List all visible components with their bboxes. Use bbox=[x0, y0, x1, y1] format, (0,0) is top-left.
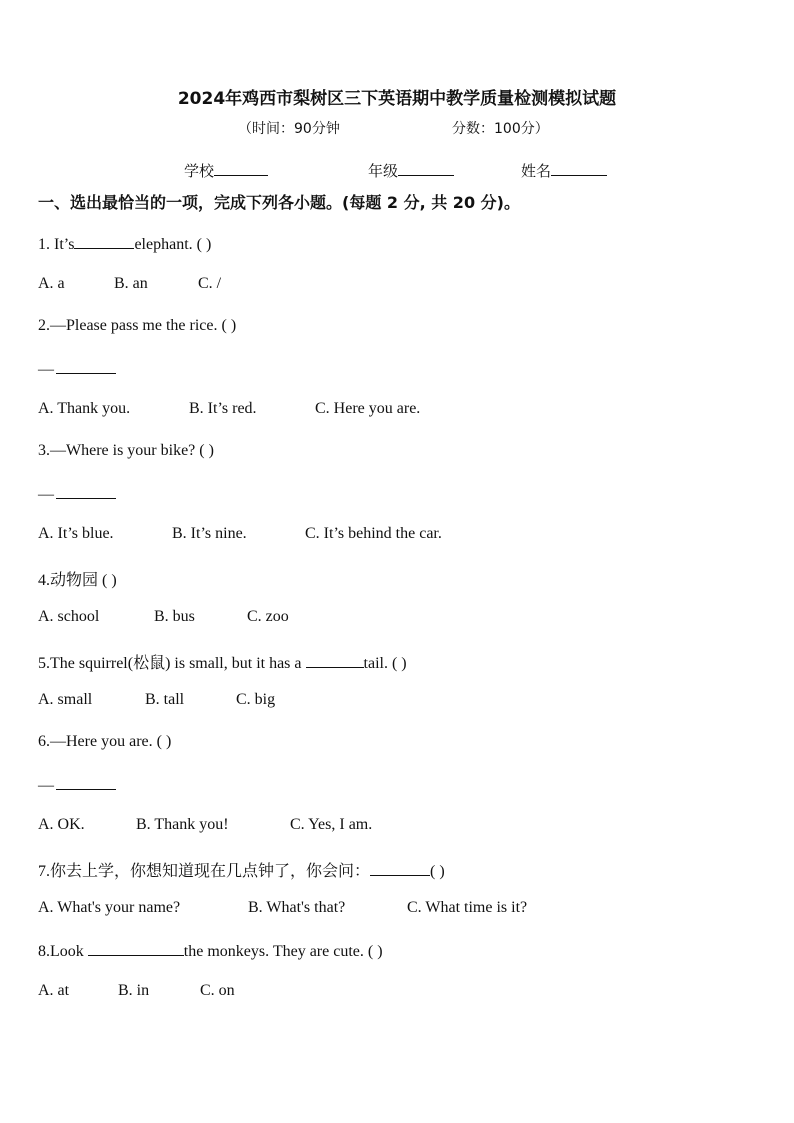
reply-dash: — bbox=[38, 361, 54, 378]
option-b[interactable]: B. bus bbox=[154, 608, 195, 625]
option-b[interactable]: B. It’s nine. bbox=[172, 525, 247, 542]
option-a[interactable]: A. school bbox=[38, 608, 100, 625]
option-a[interactable]: A. a bbox=[38, 275, 65, 292]
answer-blank[interactable] bbox=[56, 775, 116, 790]
option-b[interactable]: B. an bbox=[114, 275, 148, 292]
grade-blank[interactable] bbox=[398, 161, 454, 176]
question-7-options bbox=[38, 899, 527, 917]
question-stem: 1. It’s bbox=[38, 236, 75, 253]
question-3: 3.—Where is your bike? ( ) bbox=[38, 442, 214, 459]
question-5-options bbox=[38, 691, 275, 709]
option-c[interactable]: C. It’s behind the car. bbox=[305, 525, 442, 542]
question-3-reply bbox=[38, 484, 116, 504]
answer-blank[interactable] bbox=[370, 861, 430, 876]
answer-blank[interactable] bbox=[306, 653, 364, 668]
school-field bbox=[184, 160, 268, 181]
question-7 bbox=[38, 858, 445, 881]
question-stem-tail: tail. ( ) bbox=[363, 655, 407, 672]
option-a[interactable]: A. It’s blue. bbox=[38, 525, 114, 542]
school-label: 学校 bbox=[184, 162, 215, 180]
question-1 bbox=[38, 234, 211, 254]
question-6-options bbox=[38, 816, 372, 834]
option-a[interactable]: A. What's your name? bbox=[38, 899, 181, 916]
option-a[interactable]: A. Thank you. bbox=[38, 400, 131, 417]
answer-blank[interactable] bbox=[74, 234, 134, 249]
question-stem-tail: the monkeys. They are cute. ( ) bbox=[183, 943, 383, 960]
name-label: 姓名 bbox=[521, 162, 552, 180]
answer-blank[interactable] bbox=[88, 941, 184, 956]
option-b[interactable]: B. in bbox=[118, 982, 150, 999]
school-blank[interactable] bbox=[214, 161, 268, 176]
option-c[interactable]: C. / bbox=[198, 275, 222, 292]
question-4-options bbox=[38, 608, 289, 626]
question-6: 6.—Here you are. ( ) bbox=[38, 733, 172, 750]
question-2-options bbox=[38, 400, 420, 418]
question-stem: 5.The squirrel(松鼠) is small, but it has a bbox=[38, 655, 302, 672]
exam-time: （时间：90分钟 bbox=[238, 121, 340, 137]
question-stem: 7.你去上学，你想知道现在几点钟了，你会问： bbox=[38, 863, 371, 880]
option-c[interactable]: C. Here you are. bbox=[315, 400, 421, 417]
option-c[interactable]: C. What time is it? bbox=[407, 899, 528, 916]
question-stem-tail: elephant. ( ) bbox=[134, 236, 212, 253]
question-stem: 8.Look bbox=[38, 943, 84, 960]
reply-dash: — bbox=[38, 486, 54, 503]
grade-label: 年级 bbox=[368, 162, 399, 180]
grade-field bbox=[368, 160, 454, 181]
reply-dash: — bbox=[38, 777, 54, 794]
answer-blank[interactable] bbox=[56, 484, 116, 499]
question-5 bbox=[38, 650, 407, 673]
question-2: 2.—Please pass me the rice. ( ) bbox=[38, 317, 237, 334]
option-a[interactable]: A. small bbox=[38, 691, 93, 708]
question-6-reply bbox=[38, 775, 116, 795]
question-3-options bbox=[38, 525, 442, 543]
option-c[interactable]: C. big bbox=[236, 691, 276, 708]
question-1-options bbox=[38, 275, 221, 293]
option-c[interactable]: C. Yes, I am. bbox=[290, 816, 373, 833]
option-a[interactable]: A. at bbox=[38, 982, 70, 999]
answer-blank[interactable] bbox=[56, 359, 116, 374]
exam-score: 分数：100分） bbox=[452, 121, 549, 137]
question-8-options bbox=[38, 982, 235, 1000]
question-8 bbox=[38, 941, 383, 961]
question-stem-tail: ( ) bbox=[430, 863, 445, 880]
question-2-reply bbox=[38, 359, 116, 379]
option-b[interactable]: B. What's that? bbox=[248, 899, 346, 916]
option-b[interactable]: B. Thank you! bbox=[136, 816, 229, 833]
name-field bbox=[521, 160, 607, 181]
exam-title: 2024年鸡西市梨树区三下英语期中教学质量检测模拟试题 bbox=[177, 89, 617, 109]
option-b[interactable]: B. tall bbox=[145, 691, 185, 708]
option-c[interactable]: C. on bbox=[200, 982, 235, 999]
section-heading: 一、选出最恰当的一项，完成下列各小题。(每题 2 分, 共 20 分)。 bbox=[38, 193, 520, 212]
name-blank[interactable] bbox=[551, 161, 607, 176]
question-4: 4.动物园 ( ) bbox=[38, 572, 117, 589]
option-a[interactable]: A. OK. bbox=[38, 816, 85, 833]
option-b[interactable]: B. It’s red. bbox=[189, 400, 257, 417]
option-c[interactable]: C. zoo bbox=[247, 608, 289, 625]
